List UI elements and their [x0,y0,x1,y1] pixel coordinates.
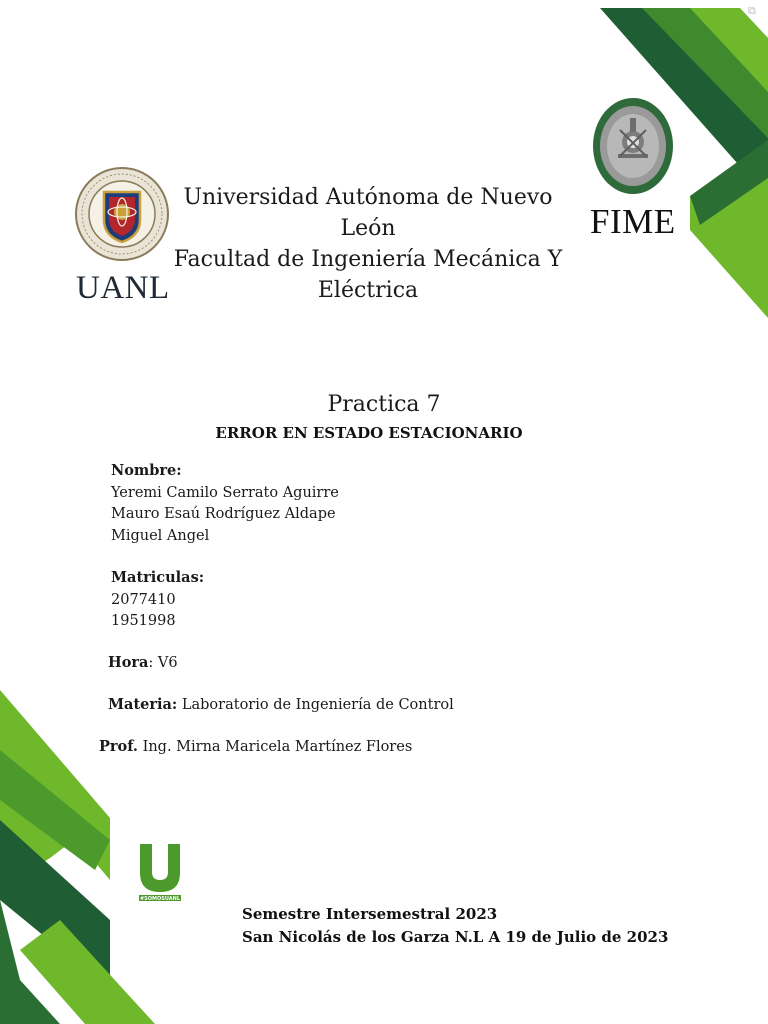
copy-icon[interactable]: ⧉ [748,4,756,17]
enrollment-number: 2077410 [111,591,176,608]
svg-text:#SOMOSUANL: #SOMOSUANL [139,896,181,902]
schedule-label: Hora [108,654,149,671]
subject-value: Laboratorio de Ingeniería de Control [177,697,454,713]
fime-logo [588,96,688,246]
uanl-seal-icon [74,166,170,266]
uanl-logo [70,166,178,306]
professor-line [99,736,412,759]
document-footer [242,903,668,949]
university-heading [168,182,568,306]
university-name-line2: León [340,216,396,241]
professor-label: Prof. [99,738,138,755]
subject-label: Materia: [108,696,178,713]
student-name: Mauro Esaú Rodríguez Aldape [111,506,336,522]
students-label: Nombre: [111,462,182,479]
practice-title: Practica 7 [327,392,441,417]
semester-text: Semestre Intersemestral 2023 [242,905,498,923]
place-date-text: San Nicolás de los Garza N.L A 19 de Julio de 2023 [242,928,669,946]
enrollment-number: 1951998 [111,613,176,629]
schedule-value: : V6 [148,655,178,671]
student-name: Yeremi Camilo Serrato Aguirre [111,484,339,501]
practice-subtitle: ERROR EN ESTADO ESTACIONARIO [215,424,523,442]
university-name-line1: Universidad Autónoma de Nuevo [183,185,553,210]
faculty-name-line1: Facultad de Ingeniería Mecánica Y [173,247,563,272]
enrollment-label: Matriculas: [111,569,205,586]
students-section [111,460,339,547]
professor-value: Ing. Mirna Maricela Martínez Flores [137,739,413,755]
fime-seal-icon [590,96,676,200]
enrollment-section [111,567,204,633]
somos-uanl-logo [137,842,183,906]
uanl-wordmark: UANL [76,270,170,306]
subject-line [108,694,454,717]
student-name: Miguel Angel [111,527,210,544]
schedule-line [108,652,178,675]
fime-wordmark: FIME [590,202,676,241]
faculty-name-line2: Eléctrica [317,278,419,303]
